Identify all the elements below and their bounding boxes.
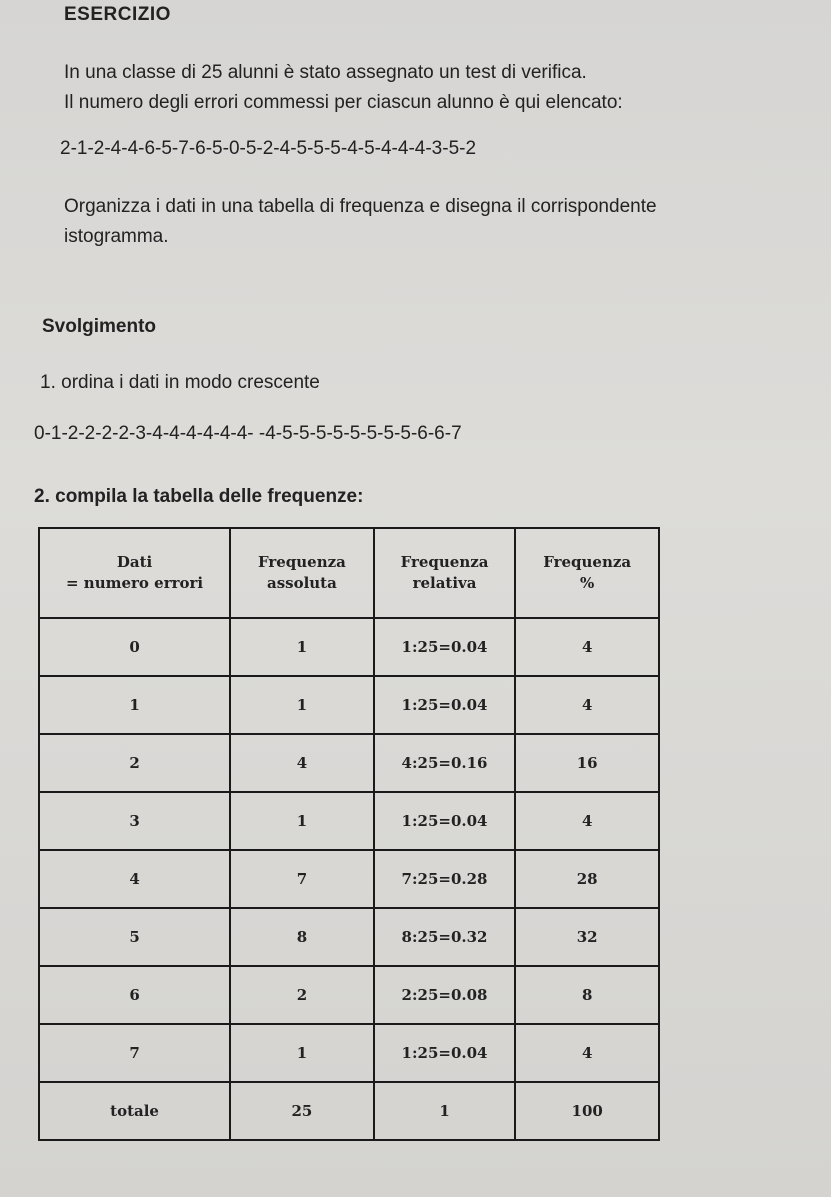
solution-step-1: 1. ordina i dati in modo crescente — [40, 372, 320, 393]
cell-assoluta: 2 — [230, 966, 374, 1024]
table-row — [39, 908, 659, 966]
task-line-1: Organizza i dati in una tabella di frequenza e disegna il corrispondente — [64, 196, 657, 217]
header-frequenza-relativa: Frequenza relativa — [374, 528, 516, 618]
cell-percent: 4 — [515, 676, 659, 734]
solution-heading: Svolgimento — [42, 316, 157, 337]
cell-relativa: 1:25=0.04 — [374, 1024, 516, 1082]
cell-dato: 2 — [39, 734, 230, 792]
cell-dato: 5 — [39, 908, 230, 966]
frequency-table — [38, 527, 660, 1141]
cell-relativa: 1:25=0.04 — [374, 676, 516, 734]
cell-relativa: 2:25=0.08 — [374, 966, 516, 1024]
table-row — [39, 792, 659, 850]
cell-percent: 8 — [515, 966, 659, 1024]
data-sequence: 2-1-2-4-4-6-5-7-6-5-0-5-2-4-5-5-5-4-5-4-4-4-3-5-2 — [60, 138, 477, 159]
total-assoluta: 25 — [230, 1082, 374, 1140]
cell-assoluta: 1 — [230, 618, 374, 676]
cell-dato: 0 — [39, 618, 230, 676]
cell-percent: 4 — [515, 792, 659, 850]
task-line-2: istogramma. — [64, 226, 169, 247]
sorted-sequence: 0-1-2-2-2-2-3-4-4-4-4-4-4- -4-5-5-5-5-5-5-5-5-6-6-7 — [34, 423, 462, 444]
total-relativa: 1 — [374, 1082, 516, 1140]
total-label: totale — [39, 1082, 230, 1140]
cell-dato: 6 — [39, 966, 230, 1024]
table-total-row — [39, 1082, 659, 1140]
cell-assoluta: 7 — [230, 850, 374, 908]
prompt-line-1: In una classe di 25 alunni è stato assegnato un test di verifica. — [64, 62, 587, 83]
cell-assoluta: 1 — [230, 792, 374, 850]
total-percent: 100 — [515, 1082, 659, 1140]
cell-assoluta: 1 — [230, 676, 374, 734]
cell-dato: 1 — [39, 676, 230, 734]
prompt-line-2: Il numero degli errori commessi per ciascun alunno è qui elencato: — [64, 92, 623, 113]
table-header-row — [39, 528, 659, 618]
cell-dato: 4 — [39, 850, 230, 908]
cell-percent: 16 — [515, 734, 659, 792]
exercise-prompt — [64, 58, 804, 118]
cell-percent: 32 — [515, 908, 659, 966]
exercise-title: ESERCIZIO — [64, 4, 171, 25]
header-frequenza-percent: Frequenza % — [515, 528, 659, 618]
cell-assoluta: 4 — [230, 734, 374, 792]
table-row — [39, 850, 659, 908]
cell-assoluta: 1 — [230, 1024, 374, 1082]
cell-relativa: 8:25=0.32 — [374, 908, 516, 966]
table-row — [39, 676, 659, 734]
cell-relativa: 7:25=0.28 — [374, 850, 516, 908]
header-dati: Dati = numero errori — [39, 528, 230, 618]
cell-relativa: 1:25=0.04 — [374, 792, 516, 850]
cell-percent: 4 — [515, 618, 659, 676]
cell-dato: 3 — [39, 792, 230, 850]
table-row — [39, 618, 659, 676]
table-row — [39, 1024, 659, 1082]
exercise-task — [64, 192, 804, 252]
cell-assoluta: 8 — [230, 908, 374, 966]
table-row — [39, 966, 659, 1024]
cell-percent: 4 — [515, 1024, 659, 1082]
cell-relativa: 1:25=0.04 — [374, 618, 516, 676]
cell-relativa: 4:25=0.16 — [374, 734, 516, 792]
cell-percent: 28 — [515, 850, 659, 908]
cell-dato: 7 — [39, 1024, 230, 1082]
solution-step-2: 2. compila la tabella delle frequenze: — [34, 486, 364, 507]
header-frequenza-assoluta: Frequenza assoluta — [230, 528, 374, 618]
table-row — [39, 734, 659, 792]
